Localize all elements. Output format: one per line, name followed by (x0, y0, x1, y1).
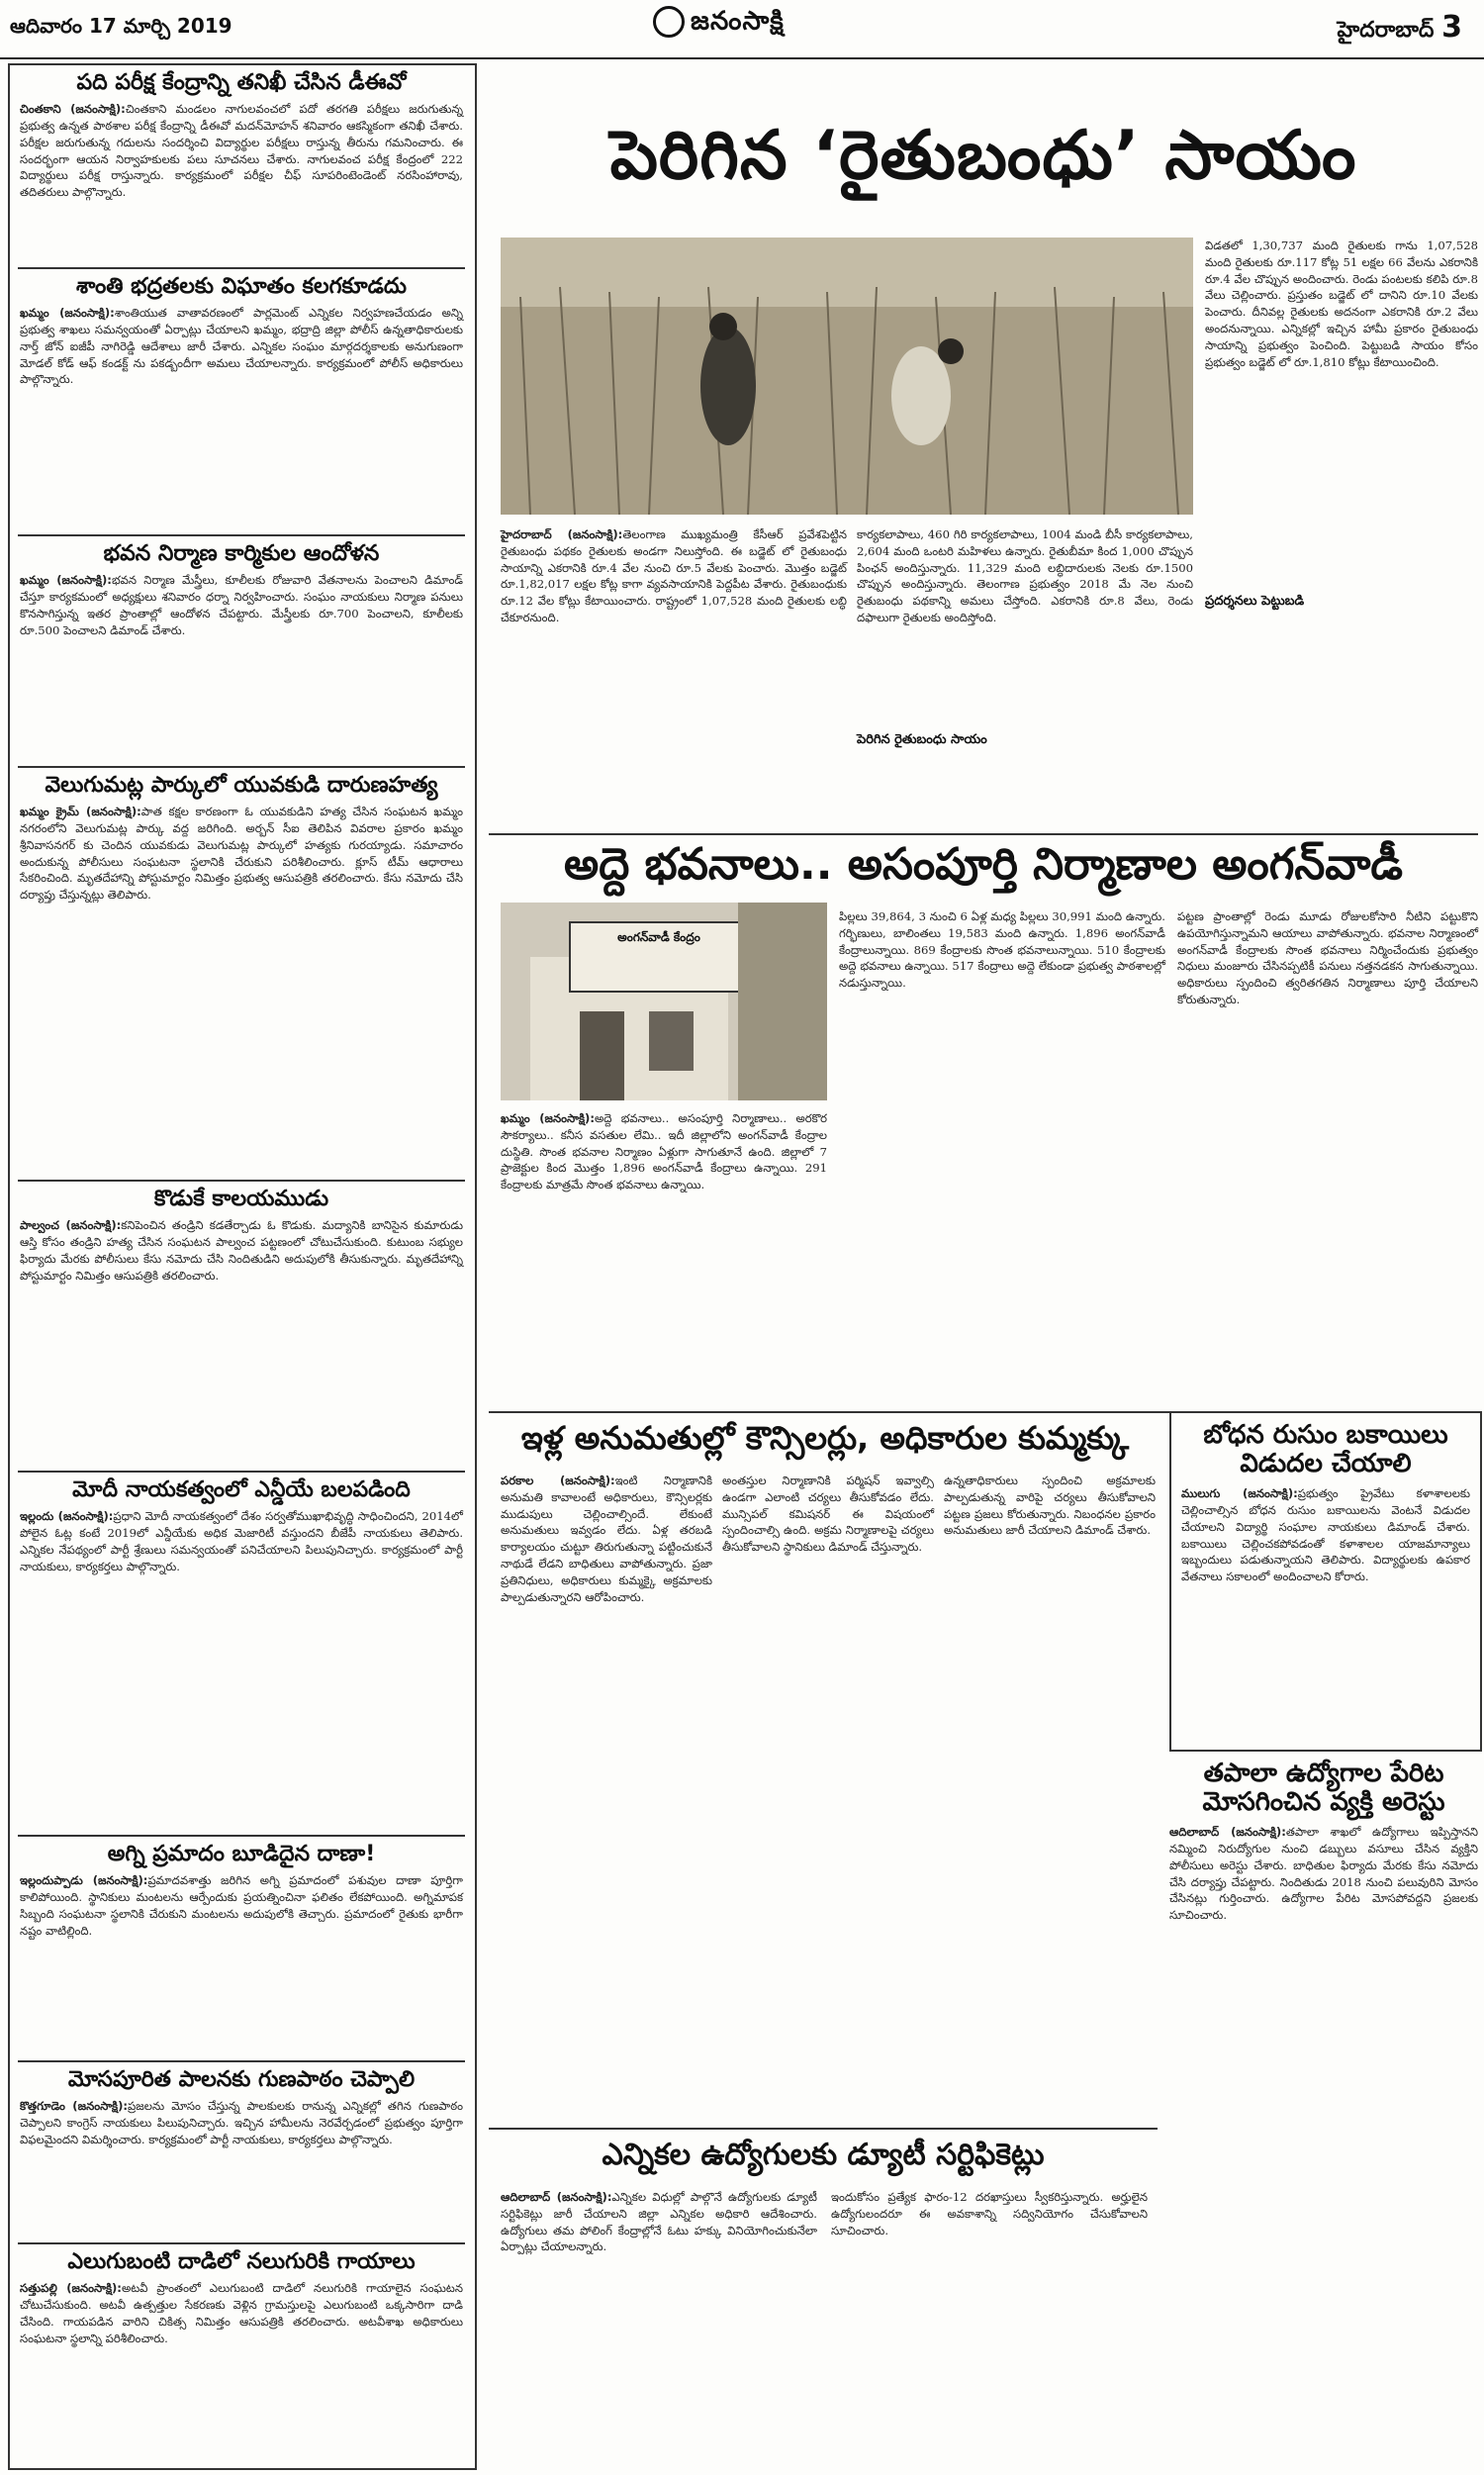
divider (489, 2128, 1158, 2130)
article-body: కనిపెంచిన తండ్రిని కడతేర్చాడు ఓ కొడుకు. మద్యానికి బానిసైన కుమారుడు ఆస్తి కోసం తండ్రిని హత్య చేసిన సంఘటన పాల్వంచ పట్టణంలో చోటుచేసుకుంది. కుటుంబ సభ్యుల ఫిర్యాదు మేరకు పోలీసులు కేసు నమోదు చేసి నిందితుడిని అదుపులోకి తీసుకున్నారు. మృతదేహాన్ని పోస్టుమార్టం నిమిత్తం ఆసుపత్రికి తరలించారు. (20, 1218, 464, 1283)
left-article-6: మోదీ నాయకత్వంలో ఎన్డీయే బలపడింది ఇల్లందు (జనంసాక్షి):ప్రధాని మోదీ నాయకత్వంలో దేశం సర్వతోముఖాభివృద్ధి సాధించిందని, 2014లో పోలైన ఓట్ల కంటే 2019లో ఎన్డీయేకు అధిక మెజారిటీ వస్తుందని బీజేపీ నాయకులు తెలిపారు. ఎన్నికల నేపథ్యంలో పార్టీ శ్రేణులు సమన్వయంతో పనిచేయాలని పిలుపునిచ్చారు. కార్యక్రమంలో పార్టీ నాయకులు, కార్యకర్తలు పాల్గొన్నారు. (20, 1477, 463, 1573)
divider (18, 267, 465, 269)
houses-col1: పరకాల (జనంసాక్షి):ఇంటి నిర్మాణానికి అనుమతి కావాలంటే అధికారులు, కౌన్సిలర్లకు ముడుపులు చెల్లించాల్సిందే. లేకుంటే అనుమతులు ఇవ్వడం లేదు. ఏళ్ల తరబడి కార్యాలయం చుట్టూ తిరుగుతున్నా పట్టించుకునే నాథుడే లేడని బాధితులు వాపోతున్నారు. ప్రజా ప్రతినిధులు, అధికారులు కుమ్మక్కై అక్రమాలకు పాల్పడుతున్నారని ఆరోపించారు. (501, 1474, 712, 1604)
postal-article: తపాలా ఉద్యోగాల పేరిట మోసగించిన వ్యక్తి అరెస్టు ఆదిలాబాద్ (జనంసాక్షి):తపాలా శాఖలో ఉద్యోగాలు ఇప్పిస్తానని నమ్మించి నిరుద్యోగుల నుంచి డబ్బులు వసూలు చేసిన వ్యక్తిని పోలీసులు అరెస్టు చేశారు. బాధితుల ఫిర్యాదు మేరకు కేసు నమోదు చేసి దర్యాప్తు చేపట్టారు. నిందితుడు 2018 నుంచి పలువురిని మోసం చేసినట్లు గుర్తించారు. ఉద్యోగాల పేరిట మోసపోవద్దని ప్రజలకు సూచించారు. (1169, 1759, 1478, 1923)
article-body: ప్రధాని మోదీ నాయకత్వంలో దేశం సర్వతోముఖాభివృద్ధి సాధించిందని, 2014లో పోలైన ఓట్ల కంటే 2019లో ఎన్డీయేకు అధిక మెజారిటీ వస్తుందని బీజేపీ నాయకులు తెలిపారు. ఎన్నికల నేపథ్యంలో పార్టీ శ్రేణులు సమన్వయంతో పనిచేయాలని పిలుపునిచ్చారు. కార్యక్రమంలో పార్టీ నాయకులు, కార్యకర్తలు పాల్గొన్నారు. (20, 1509, 463, 1573)
anganwadi-sign: అంగన్‌వాడీ కేంద్రం (617, 930, 700, 944)
houses-col3: ఉన్నతాధికారులు స్పందించి అక్రమాలకు పాల్పడుతున్న వారిపై చర్యలు తీసుకోవాలని పట్టణ ప్రజలు కోరుతున్నారు. నిబంధనల ప్రకారం అనుమతులు జారీ చేయాలని డిమాండ్ చేశారు. (944, 1474, 1156, 1538)
postal-headline: తపాలా ఉద్యోగాల పేరిట మోసగించిన వ్యక్తి అరెస్టు (1202, 1759, 1445, 1817)
page-header (0, 0, 1484, 59)
edition-city: హైదరాబాద్ 3 (1337, 10, 1462, 45)
article-headline: మోదీ నాయకత్వంలో ఎన్డీయే బలపడింది (72, 1477, 411, 1502)
issue-date: ఆదివారం 17 మార్చి 2019 (10, 14, 232, 38)
left-news-column (8, 63, 477, 2470)
anganwadi-col2: పిల్లలు 39,864, 3 నుంచి 6 ఏళ్ల మధ్య పిల్లలు 30,991 మంది ఉన్నారు. గర్భిణులు, బాలింతలు 19,583 మంది ఉన్నారు. 1,896 అంగన్‌వాడీ కేంద్రాలున్నాయి. 869 కేంద్రాలకు సొంత భవనాలున్నాయి. 510 కేంద్రాలకు అద్దె భవనాలు ఉన్నాయి. 517 కేంద్రాలు అద్దె లేకుండా ప్రభుత్వ పాఠశాలల్లో నడుస్తున్నాయి. (839, 909, 1165, 991)
article-headline: అగ్ని ప్రమాదం బూడిదైన దాణా! (107, 1842, 376, 1866)
article-body: అటవీ ప్రాంతంలో ఎలుగుబంటి దాడిలో నలుగురికి గాయాలైన సంఘటన చోటుచేసుకుంది. అటవీ ఉత్పత్తుల సేకరణకు వెళ్లిన గ్రామస్తులపై ఎలుగుబంటి ఒక్కసారిగా దాడి చేసింది. గాయపడిన వారిని చికిత్స నిమిత్తం ఆసుపత్రికి తరలించారు. అటవీశాఖ అధికారులు సంఘటనా స్థలాన్ని పరిశీలించారు. (20, 2281, 463, 2345)
fees-headline: బోధన రుసుం బకాయిలు విడుదల చేయాలి (1203, 1420, 1448, 1478)
main-story-col1: హైదరాబాద్ (జనంసాక్షి):తెలంగాణ ముఖ్యమంత్రి కేసీఆర్ ప్రవేశపెట్టిన రైతుబంధు పథకం రైతులకు అండగా నిలుస్తోంది. ఈ బడ్జెట్ లో రైతుబంధు సాయాన్ని ఎకరానికి రూ.4 వేల నుంచి రూ.5 వేలకు పెంచారు. మొత్తం బడ్జెట్ రూ.1,82,017 లక్షల కోట్ల కాగా వ్యవసాయానికి పెద్దపీట వేశారు. రైతుబంధుకు రూ.12 వేల కోట్లు కేటాయించారు. రాష్ట్రంలో 1,07,528 మంది రైతులకు లబ్ధి చేకూరనుంది. (501, 527, 848, 624)
article-body: చింతకాని మండలం నాగులవంచలో పదో తరగతి పరీక్షలు జరుగుతున్న ప్రభుత్వ ఉన్నత పాఠశాల పరీక్ష కేంద్రాన్ని డీఈవో మదన్‌మోహన్ శనివారం ఆకస్మికంగా తనిఖీ చేశారు. పరీక్షల జరుగుతున్న గదులను సందర్శించి విద్యార్థుల పరీక్షలు రాస్తున్న తీరును గమనించారు. ఈ సందర్భంగా ఆయన నిర్వాహకులకు పలు సూచనలు చేశారు. నాగులవంచ పరీక్ష కేంద్రంలో 222 విద్యార్థులు పరీక్ష రాస్తున్నారు. కార్యక్రమంలో పరీక్షల చీఫ్ సూపరింటెండెంట్ నరసింహారావు, తదితరులు పాల్గొన్నారు. (20, 102, 463, 200)
houses-headline: ఇళ్ల అనుమతుల్లో కౌన్సిలర్లు, అధికారుల కుమ్మక్కు (520, 1419, 1130, 1457)
election-headline: ఎన్నికల ఉద్యోగులకు డ్యూటీ సర్టిఫికెట్లు (602, 2138, 1045, 2172)
anganwadi-col1: ఖమ్మం (జనంసాక్షి):అద్దె భవనాలు.. అసంపూర్తి నిర్మాణాలు.. అరకొర సౌకర్యాలు.. కనీస వసతుల లేమి.. ఇదీ జిల్లాలోని అంగన్‌వాడీ కేంద్రాల దుస్థితి. సొంత భవనాల నిర్మాణం ఏళ్లుగా సాగుతూనే ఉంది. జిల్లాలో 7 ప్రాజెక్టుల కింద మొత్తం 1,896 అంగన్‌వాడీ కేంద్రాలు ఉన్నాయి. 291 కేంద్రాలకు మాత్రమే సొంత భవనాలు ఉన్నాయి. (501, 1111, 827, 1192)
article-headline: భవన నిర్మాణ కార్మికుల ఆందోళన (103, 541, 380, 566)
divider (489, 833, 1478, 835)
left-article-4: వెలుగుమట్ల పార్కులో యువకుడి దారుణహత్య ఖమ్మం క్రైమ్ (జనంసాక్షి):పాత కక్షల కారణంగా ఓ యువకుడిని హత్య చేసిన సంఘటన ఖమ్మం నగరంలోని వెలుగుమట్ల పార్కు వద్ద జరిగింది. అర్బన్ సీఐ తెలిపిన వివరాల ప్రకారం ఖమ్మం శ్రీనివాసనగర్ కు చెందిన యువకుడు వెలుగుమట్ల పార్కులో హత్యకు గురయ్యాడు. సమాచారం అందుకున్న పోలీసులు సంఘటనా స్థలానికి చేరుకుని పరిశీలించారు. క్లూస్ టీమ్ ఆధారాలు సేకరించింది. మృతదేహాన్ని పోస్టుమార్టం నిమిత్తం ప్రభుత్వ ఆసుపత్రికి తరలించారు. కేసు నమోదు చేసి దర్యాప్తు చేస్తున్నట్లు తెలిపారు. (20, 773, 463, 903)
farmers-photo (501, 238, 1193, 515)
fees-box: బోధన రుసుం బకాయిలు విడుదల చేయాలి ములుగు (జనంసాక్షి):ప్రభుత్వం ప్రైవేటు కళాశాలలకు చెల్లించాల్సిన బోధన రుసుం బకాయిలను వెంటనే విడుదల చేయాలని విద్యార్థి సంఘాల నాయకులు డిమాండ్ చేశారు. బకాయిలు చెల్లించకపోవడంతో కళాశాలల యాజమాన్యాలు ఇబ్బందులు పడుతున్నాయని తెలిపారు. విద్యార్థులకు ఉపకార వేతనాలు సకాలంలో అందించాలని కోరారు. (1169, 1411, 1482, 1752)
anganwadi-col3: పట్టణ ప్రాంతాల్లో రెండు మూడు రోజులకోసారి నీటిని పట్టుకొని ఉపయోగిస్తున్నామని ఆయాలు వాపోతున్నారు. భవనాల నిర్మాణంలో అంగన్‌వాడీ కేంద్రాలకు సొంత భవనాలు నిర్మించేందుకు ప్రభుత్వం నిధులు మంజూరు చేసినప్పటికీ పనులు నత్తనడకన సాగుతున్నాయి. అధికారులు స్పందించి త్వరితగతిన నిర్మాణాలు పూర్తి చేయాలని కోరుతున్నారు. (1177, 909, 1478, 1006)
houses-col2: అంతస్తుల నిర్మాణానికి పర్మిషన్ ఇవ్వాల్సి ఉండగా ఎలాంటి చర్యలు తీసుకోవడం లేదు. మున్సిపల్ కమిషనర్ ఈ విషయంలో స్పందించాల్సి ఉంది. అక్రమ నిర్మాణాలపై చర్యలు తీసుకోవాలని స్థానికులు డిమాండ్ చేస్తున్నారు. (722, 1474, 934, 1555)
masthead-title: జనంసాక్షి (691, 6, 785, 37)
article-body: పాత కక్షల కారణంగా ఓ యువకుడిని హత్య చేసిన సంఘటన ఖమ్మం నగరంలోని వెలుగుమట్ల పార్కు వద్ద జరిగింది. అర్బన్ సీఐ తెలిపిన వివరాల ప్రకారం ఖమ్మం శ్రీనివాసనగర్ కు చెందిన యువకుడు వెలుగుమట్ల పార్కులో హత్యకు గురయ్యాడు. సమాచారం అందుకున్న పోలీసులు సంఘటనా స్థలానికి చేరుకుని పరిశీలించారు. క్లూస్ టీమ్ ఆధారాలు సేకరించింది. మృతదేహాన్ని పోస్టుమార్టం నిమిత్తం ప్రభుత్వ ఆసుపత్రికి తరలించారు. కేసు నమోదు చేసి దర్యాప్తు చేస్తున్నట్లు తెలిపారు. (20, 805, 463, 903)
main-story-col2: కార్యకలాపాలు, 460 గిరి కార్యకలాపాలు, 1004 మండి బీసీ కార్యకలాపాలు, 2,604 మంది ఒంటరి మహిళలు ఉన్నారు. రైతుబీమా కింద 1,000 చొప్పున పింఛన్ అందిస్తున్నారు. 11,329 మంది లబ్ధిదారులకు నెలకు రూ.1500 చొప్పున అందిస్తున్నారు. తెలంగాణ ప్రభుత్వం 2018 మే నెల నుంచి రైతుబంధు పథకాన్ని అమలు చేస్తోంది. ఎకరానికి రూ.8 వేలు, రెండు దఫాలుగా రైతులకు అందిస్తోంది. (857, 527, 1193, 624)
divider (18, 766, 465, 768)
article-headline: శాంతి భద్రతలకు విఘాతం కలగకూడదు (75, 274, 408, 299)
divider (18, 2242, 465, 2244)
main-story-col3: విడతలో 1,30,737 మంది రైతులకు గాను 1,07,528 మంది రైతులకు రూ.117 కోట్ల 51 లక్షల 66 వేలను ఎకరానికి రూ.4 వేల చొప్పున అందించారు. రెండు పంటలకు కలిపి రూ.8 వేలు చెల్లించారు. ప్రస్తుతం బడ్జెట్ లో దానిని రూ.10 వేలకు పెంచారు. దీనివల్ల రైతులకు అదనంగా ఎకరానికి రూ.2 వేలు అందనున్నాయి. ఎన్నికల్లో ఇచ్చిన హామీ ప్రకారం రైతుబంధు సాయాన్ని ప్రభుత్వం పెంచింది. పెట్టుబడి సాయం కోసం ప్రభుత్వం బడ్జెట్ లో రూ.1,810 కోట్లు కేటాయించింది. (1205, 238, 1478, 369)
article-body: ప్రజలను మోసం చేస్తున్న పాలకులకు రానున్న ఎన్నికల్లో తగిన గుణపాఠం చెప్పాలని కాంగ్రెస్ నాయకులు పిలుపునిచ్చారు. ఇచ్చిన హామీలను నెరవేర్చడంలో ప్రభుత్వం పూర్తిగా విఫలమైందని విమర్శించారు. కార్యక్రమంలో పార్టీ నాయకులు, కార్యకర్తలు పాల్గొన్నారు. (20, 2099, 463, 2146)
election-col2: ఇందుకోసం ప్రత్యేక ఫారం-12 దరఖాస్తులు స్వీకరిస్తున్నారు. అర్హులైన ఉద్యోగులందరూ ఈ అవకాశాన్ని సద్వినియోగం చేసుకోవాలని సూచించారు. (831, 2190, 1148, 2237)
photo-caption: పెరిగిన రైతుబంధు సాయం (857, 732, 987, 747)
page-number: 3 (1441, 10, 1462, 45)
article-headline: మోసపూరిత పాలనకు గుణపాఠం చెప్పాలి (67, 2067, 416, 2092)
article-headline: వెలుగుమట్ల పార్కులో యువకుడి దారుణహత్య (45, 773, 438, 798)
masthead (653, 6, 785, 43)
postal-body: తపాలా శాఖలో ఉద్యోగాలు ఇప్పిస్తానని నమ్మించి నిరుద్యోగుల నుంచి డబ్బులు వసూలు చేసిన వ్యక్తిని పోలీసులు అరెస్టు చేశారు. బాధితుల ఫిర్యాదు మేరకు కేసు నమోదు చేసి దర్యాప్తు చేపట్టారు. నిందితుడు 2018 నుంచి పలువురిని మోసం చేసినట్లు గుర్తించారు. ఉద్యోగాల పేరిట మోసపోవద్దని ప్రజలకు సూచించారు. (1169, 1825, 1478, 1923)
divider (18, 2060, 465, 2062)
left-article-7: అగ్ని ప్రమాదం బూడిదైన దాణా! ఇల్లందుప్పాడు (జనంసాక్షి):ప్రమాదవశాత్తు జరిగిన అగ్ని ప్రమాదంలో పశువుల దాణా పూర్తిగా కాలిపోయింది. స్థానికులు మంటలను ఆర్పేందుకు ప్రయత్నించినా ఫలితం లేకపోయింది. అగ్నిమాపక సిబ్బంది సంఘటనా స్థలానికి చేరుకుని మంటలను అదుపులోకి తెచ్చారు. ప్రమాదంలో రైతుకు భారీగా నష్టం వాటిల్లింది. (20, 1842, 463, 1938)
farm-field-image (501, 238, 1193, 515)
article-body: భవన నిర్మాణ మేస్త్రీలు, కూలీలకు రోజువారి వేతనాలను పెంచాలని డిమాండ్ చేస్తూ కార్యకమంలో అధ్యక్షులు శనివారం ధర్నా నిర్వహించారు. సంఘం నాయకులు నిర్మాణ పనులు కొనసాగిస్తున్న ఇతర ప్రాంతాల్లో ఆందోళన చేపట్టారు. మేస్త్రీలకు రూ.700 పెంచాలని, కూలీలకు రూ.500 పెంచాలని డిమాండ్ చేశారు. (20, 573, 464, 637)
divider (18, 534, 465, 536)
article-headline: ఎలుగుబంటి దాడిలో నలుగురికి గాయాలు (67, 2249, 416, 2274)
fees-body: ప్రభుత్వం ప్రైవేటు కళాశాలలకు చెల్లించాల్సిన బోధన రుసుం బకాయిలను వెంటనే విడుదల చేయాలని విద్యార్థి సంఘాల నాయకులు డిమాండ్ చేశారు. బకాయిలు చెల్లించకపోవడంతో కళాశాలల యాజమాన్యాలు ఇబ్బందులు పడుతున్నాయని తెలిపారు. విద్యార్థులకు ఉపకార వేతనాలు సకాలంలో అందించాలని కోరారు. (1181, 1486, 1470, 1584)
left-article-3: భవన నిర్మాణ కార్మికుల ఆందోళన ఖమ్మం (జనంసాక్షి):భవన నిర్మాణ మేస్త్రీలు, కూలీలకు రోజువారి వేతనాలను పెంచాలని డిమాండ్ చేస్తూ కార్యకమంలో అధ్యక్షులు శనివారం ధర్నా నిర్వహించారు. సంఘం నాయకులు నిర్మాణ పనులు కొనసాగిస్తున్న ఇతర ప్రాంతాల్లో ఆందోళన చేపట్టారు. మేస్త్రీలకు రూ.700 పెంచాలని, కూలీలకు రూ.500 పెంచాలని డిమాండ్ చేశారు. (20, 541, 464, 637)
article-headline: కొడుకే కాలయముడు (153, 1187, 329, 1211)
left-article-1: పది పరీక్ష కేంద్రాన్ని తనిఖీ చేసిన డీఈవో చింతకాని (జనంసాక్షి):చింతకాని మండలం నాగులవంచలో పదో తరగతి పరీక్షలు జరుగుతున్న ప్రభుత్వ ఉన్నత పాఠశాల పరీక్ష కేంద్రాన్ని డీఈవో మదన్‌మోహన్ శనివారం ఆకస్మికంగా తనిఖీ చేశారు. పరీక్షల జరుగుతున్న గదులను సందర్శించి విద్యార్థుల పరీక్షలు రాస్తున్న తీరును గమనించారు. ఈ సందర్భంగా ఆయన నిర్వాహకులకు పలు సూచనలు చేశారు. నాగులవంచ పరీక్ష కేంద్రంలో 222 విద్యార్థులు పరీక్ష రాస్తున్నారు. కార్యక్రమంలో పరీక్షల చీఫ్ సూపరింటెండెంట్ నరసింహారావు, తదితరులు పాల్గొన్నారు. (20, 70, 463, 200)
article-headline: పది పరీక్ష కేంద్రాన్ని తనిఖీ చేసిన డీఈవో (76, 70, 407, 95)
left-article-9: ఎలుగుబంటి దాడిలో నలుగురికి గాయాలు సత్తుపల్లి (జనంసాక్షి):అటవీ ప్రాంతంలో ఎలుగుబంటి దాడిలో నలుగురికి గాయాలైన సంఘటన చోటుచేసుకుంది. అటవీ ఉత్పత్తుల సేకరణకు వెళ్లిన గ్రామస్తులపై ఎలుగుబంటి ఒక్కసారిగా దాడి చేసింది. గాయపడిన వారిని చికిత్స నిమిత్తం ఆసుపత్రికి తరలించారు. అటవీశాఖ అధికారులు సంఘటనా స్థలాన్ని పరిశీలించారు. (20, 2249, 463, 2345)
article-body: శాంతియుత వాతావరణంలో పార్లమెంట్ ఎన్నికల నిర్వహణచేయడం అన్ని ప్రభుత్వ శాఖలు సమన్వయంతో ఏర్పాట్లు చేయాలని ఖమ్మం, భద్రాద్రి జిల్లా పోలీస్ ఉన్నతాధికారులకు నార్త్ జోన్ ఐజీపీ నాగిరెడ్డి ఆదేశాలు జారీ చేశారు. ఎన్నికల సంఘం మార్గదర్శకాలకు అనుగుణంగా మోడల్ కోడ్ ఆఫ్ కండక్ట్ ను పకడ్బందీగా అమలు చేయాలన్నారు. కార్యక్రమంలో పోలీస్ అధికారులు పాల్గొన్నారు. (20, 306, 464, 387)
article-body: ప్రమాదవశాత్తు జరిగిన అగ్ని ప్రమాదంలో పశువుల దాణా పూర్తిగా కాలిపోయింది. స్థానికులు మంటలను ఆర్పేందుకు ప్రయత్నించినా ఫలితం లేకపోయింది. అగ్నిమాపక సిబ్బంది సంఘటనా స్థలానికి చేరుకుని మంటలను అదుపులోకి తెచ్చారు. ప్రమాదంలో రైతుకు భారీగా నష్టం వాటిల్లింది. (20, 1873, 463, 1938)
left-article-5: కొడుకే కాలయముడు పాల్వంచ (జనంసాక్షి):కనిపెంచిన తండ్రిని కడతేర్చాడు ఓ కొడుకు. మద్యానికి బానిసైన కుమారుడు ఆస్తి కోసం తండ్రిని హత్య చేసిన సంఘటన పాల్వంచ పట్టణంలో చోటుచేసుకుంది. కుటుంబ సభ్యుల ఫిర్యాదు మేరకు పోలీసులు కేసు నమోదు చేసి నిందితుడిని అదుపులోకి తీసుకున్నారు. మృతదేహాన్ని పోస్టుమార్టం నిమిత్తం ఆసుపత్రికి తరలించారు. (20, 1187, 464, 1283)
left-article-8: మోసపూరిత పాలనకు గుణపాఠం చెప్పాలి కొత్తగూడెం (జనంసాక్షి):ప్రజలను మోసం చేస్తున్న పాలకులకు రానున్న ఎన్నికల్లో తగిన గుణపాఠం చెప్పాలని కాంగ్రెస్ నాయకులు పిలుపునిచ్చారు. ఇచ్చిన హామీలను నెరవేర్చడంలో ప్రభుత్వం పూర్తిగా విఫలమైందని విమర్శించారు. కార్యక్రమంలో పార్టీ నాయకులు, కార్యకర్తలు పాల్గొన్నారు. (20, 2067, 463, 2146)
divider (18, 1471, 465, 1473)
election-col1: ఆదిలాబాద్ (జనంసాక్షి):ఎన్నికల విధుల్లో పాల్గొనే ఉద్యోగులకు డ్యూటీ సర్టిఫికెట్లు జారీ చేయాలని జిల్లా ఎన్నికల అధికారి ఆదేశించారు. ఉద్యోగులు తమ పోలింగ్ కేంద్రాల్లోనే ఓటు హక్కు వినియోగించుకునేలా ఏర్పాట్లు చేయాలన్నారు. (501, 2190, 817, 2254)
left-article-2: శాంతి భద్రతలకు విఘాతం కలగకూడదు ఖమ్మం (జనంసాక్షి):శాంతియుత వాతావరణంలో పార్లమెంట్ ఎన్నికల నిర్వహణచేయడం అన్ని ప్రభుత్వ శాఖలు సమన్వయంతో ఏర్పాట్లు చేయాలని ఖమ్మం, భద్రాద్రి జిల్లా పోలీస్ ఉన్నతాధికారులకు నార్త్ జోన్ ఐజీపీ నాగిరెడ్డి ఆదేశాలు జారీ చేశారు. ఎన్నికల సంఘం మార్గదర్శకాలకు అనుగుణంగా మోడల్ కోడ్ ఆఫ్ కండక్ట్ ను పకడ్బందీగా అమలు చేయాలన్నారు. కార్యక్రమంలో పోలీస్ అధికారులు పాల్గొన్నారు. (20, 274, 464, 387)
anganwadi-headline: అద్దె భవనాలు.. అసంపూర్తి నిర్మాణాల అంగన్‌వాడీ (564, 839, 1403, 890)
divider (18, 1835, 465, 1837)
newspaper-logo-icon (653, 6, 685, 38)
sub-caption: ప్రదర్శనలు పెట్టుబడి (1205, 594, 1305, 609)
main-headline: పెరిగిన ‘రైతుబంధు’ సాయం (609, 117, 1357, 195)
divider (18, 1180, 465, 1182)
